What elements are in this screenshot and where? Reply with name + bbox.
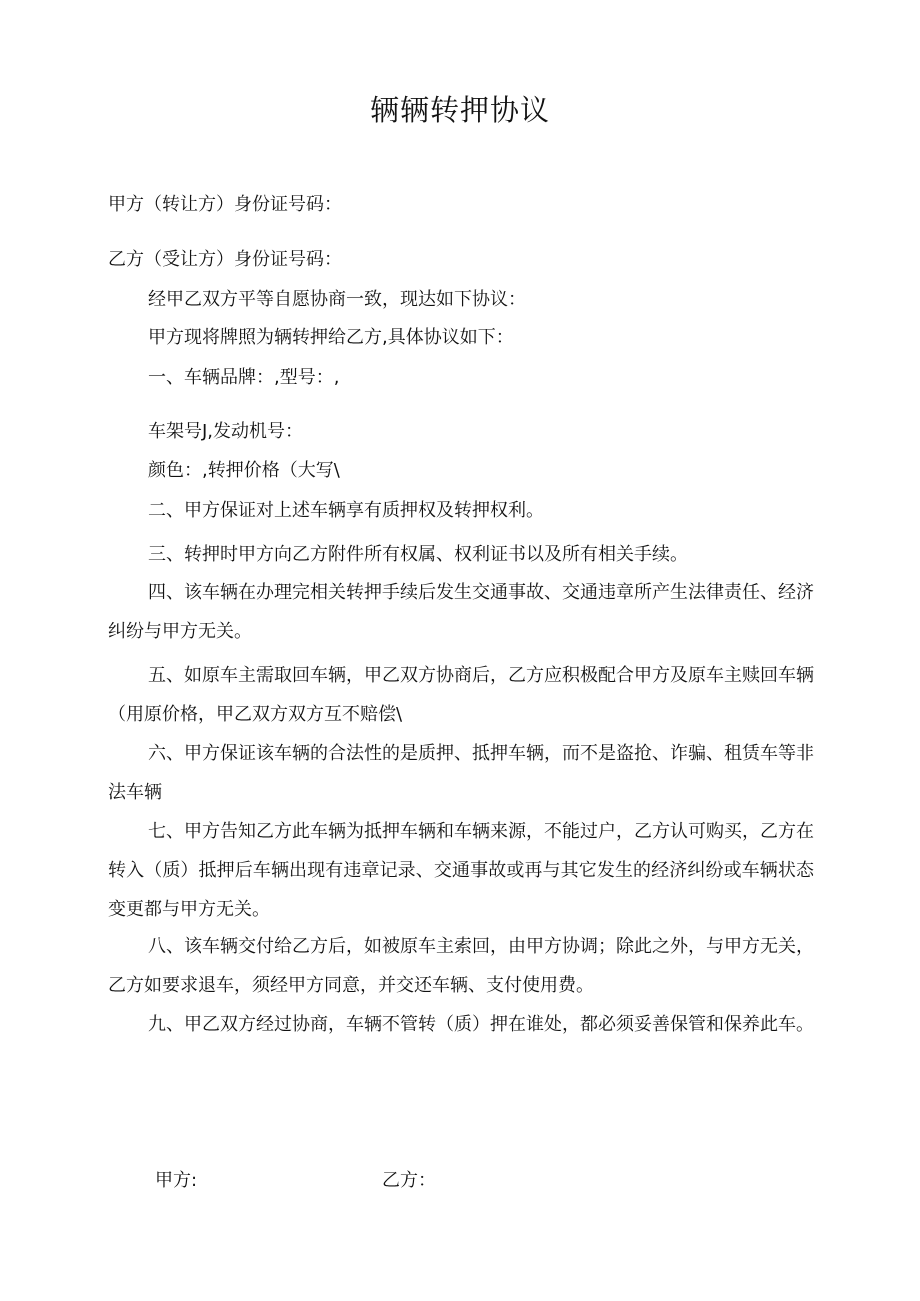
signature-party-a: 甲方: [155, 1170, 198, 1191]
vehicle-brand-line: 一、车辆品牌：,型号：, [148, 367, 340, 388]
document-title: 辆辆转押协议 [369, 93, 550, 127]
clause-3: 三、转押时甲方向乙方附件所有权属、权利证书以及所有相关手续。 [148, 544, 688, 565]
signature-party-b: 乙方： [382, 1170, 436, 1191]
party-b-line: 乙方（受让方）身份证号码： [108, 249, 342, 270]
clause-7: 七、甲方告知乙方此车辆为抵押车辆和车辆来源，不能过户，乙方认可购买，乙方在转入（质）抵押后车辆出现有违章记录、交通事故或再与其它发生的经济纠纷或车辆状态变更都与甲方无关。 [108, 821, 814, 920]
clause-4: 四、该车辆在办理完相关转押手续后发生交通事故、交通违章所产生法律责任、经济纠纷与甲方无关。 [108, 582, 814, 642]
intro-line: 经甲乙双方平等自愿协商一致，现达如下协议： [148, 289, 526, 310]
vehicle-color-line: 颜色：,转押价格（大写\ [148, 460, 340, 481]
party-a-line: 甲方（转让方）身份证号码： [108, 194, 342, 215]
clause-6: 六、甲方保证该车辆的合法性的是质押、抵押车辆，而不是盗抢、诈骗、租赁车等非法车辆 [108, 743, 814, 803]
intro-line-2: 甲方现将牌照为辆转押给乙方,具体协议如下： [148, 327, 514, 348]
clause-2: 二、甲方保证对上述车辆享有质押权及转押权利。 [148, 500, 544, 521]
vehicle-frame-line: 车架号J,发动机号： [148, 421, 304, 442]
clause-9: 九、甲乙双方经过协商，车辆不管转（质）押在谁处，都必须妥善保管和保养此车。 [148, 1014, 814, 1035]
clause-8: 八、该车辆交付给乙方后，如被原车主索回，由甲方协调；除此之外，与甲方无关，乙方如要求退车，须经甲方同意，并交还车辆、支付使用费。 [108, 936, 814, 996]
clause-5: 五、如原车主需取回车辆，甲乙双方协商后，乙方应积极配合甲方及原车主赎回车辆（用原价格，甲乙双方双方互不赔偿\ [108, 665, 814, 725]
